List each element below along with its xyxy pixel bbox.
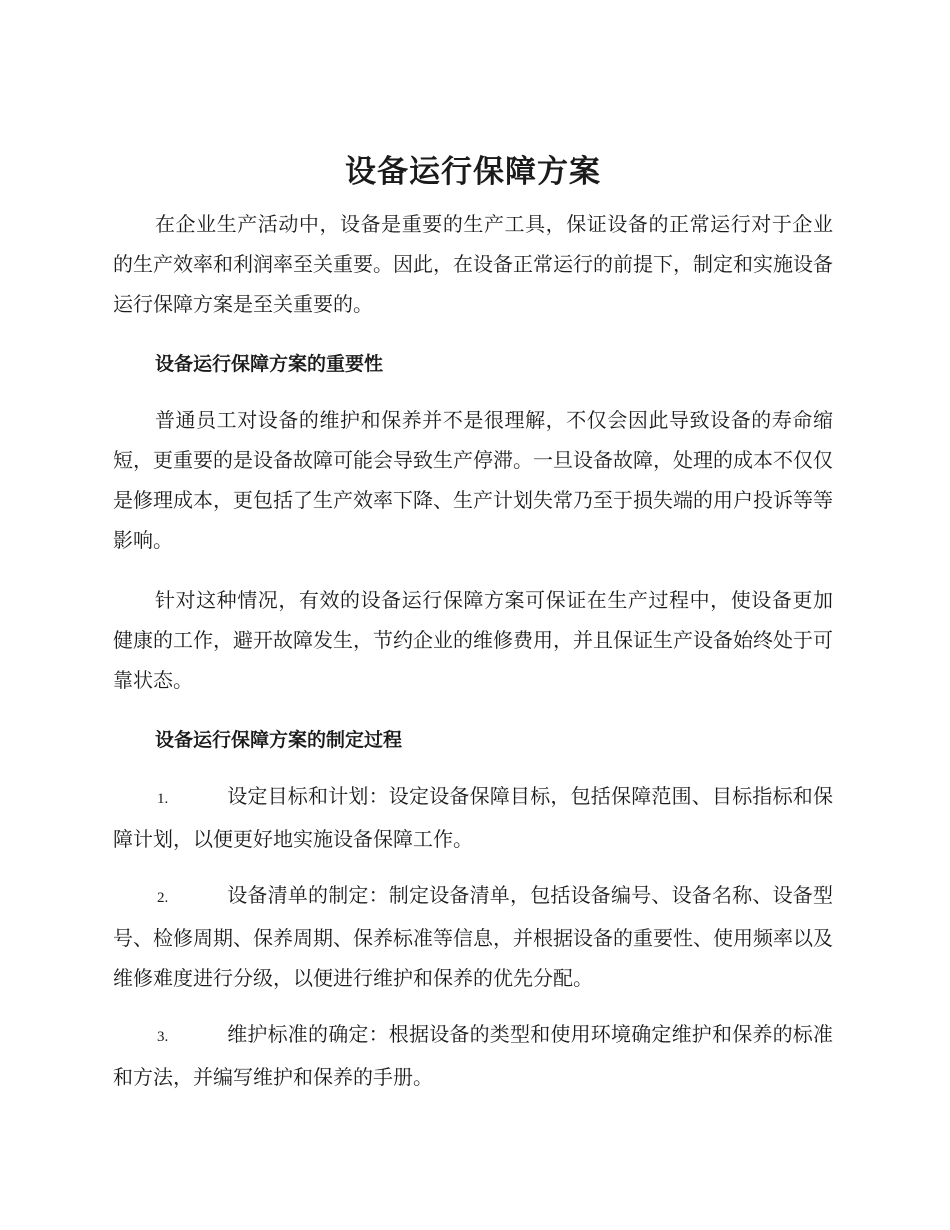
list-item-text: 维护标准的确定：根据设备的类型和使用环境确定维护和保养的标准和方法，并编写维护和保养的手册。 bbox=[113, 1022, 833, 1089]
section-heading-process: 设备运行保障方案的制定过程 bbox=[155, 729, 403, 751]
importance-paragraph-1: 普通员工对设备的维护和保养并不是很理解，不仅会因此导致设备的寿命缩短，更重要的是设备故障可能会导致生产停滞。一旦设备故障，处理的成本不仅仅是修理成本，更包括了生产效率下降、生产计划失常乃至于损失端的用户投诉等等影响。 bbox=[113, 408, 833, 552]
list-item-number: 3. bbox=[157, 1029, 169, 1045]
importance-paragraph-2: 针对这种情况，有效的设备运行保障方案可保证在生产过程中，使设备更加健康的工作，避开故障发生，节约企业的维修费用，并且保证生产设备始终处于可靠状态。 bbox=[113, 588, 833, 692]
list-item-text: 设备清单的制定：制定设备清单，包括设备编号、设备名称、设备型号、检修周期、保养周期、保养标准等信息，并根据设备的重要性、使用频率以及维修难度进行分级，以便进行维护和保养的优先分配。 bbox=[113, 883, 833, 990]
list-item-number: 1. bbox=[157, 791, 169, 807]
list-item bbox=[113, 875, 833, 998]
list-item-text: 设定目标和计划：设定设备保障目标，包括保障范围、目标指标和保障计划，以便更好地实施设备保障工作。 bbox=[113, 784, 833, 851]
list-item bbox=[113, 776, 833, 859]
section-heading-importance: 设备运行保障方案的重要性 bbox=[155, 353, 384, 375]
document-page bbox=[113, 150, 833, 1113]
list-item-number: 2. bbox=[157, 890, 169, 906]
document-title: 设备运行保障方案 bbox=[345, 154, 601, 190]
list-item bbox=[113, 1014, 833, 1097]
intro-paragraph: 在企业生产活动中，设备是重要的生产工具，保证设备的正常运行对于企业的生产效率和利润率至关重要。因此，在设备正常运行的前提下，制定和实施设备运行保障方案是至关重要的。 bbox=[113, 212, 833, 316]
